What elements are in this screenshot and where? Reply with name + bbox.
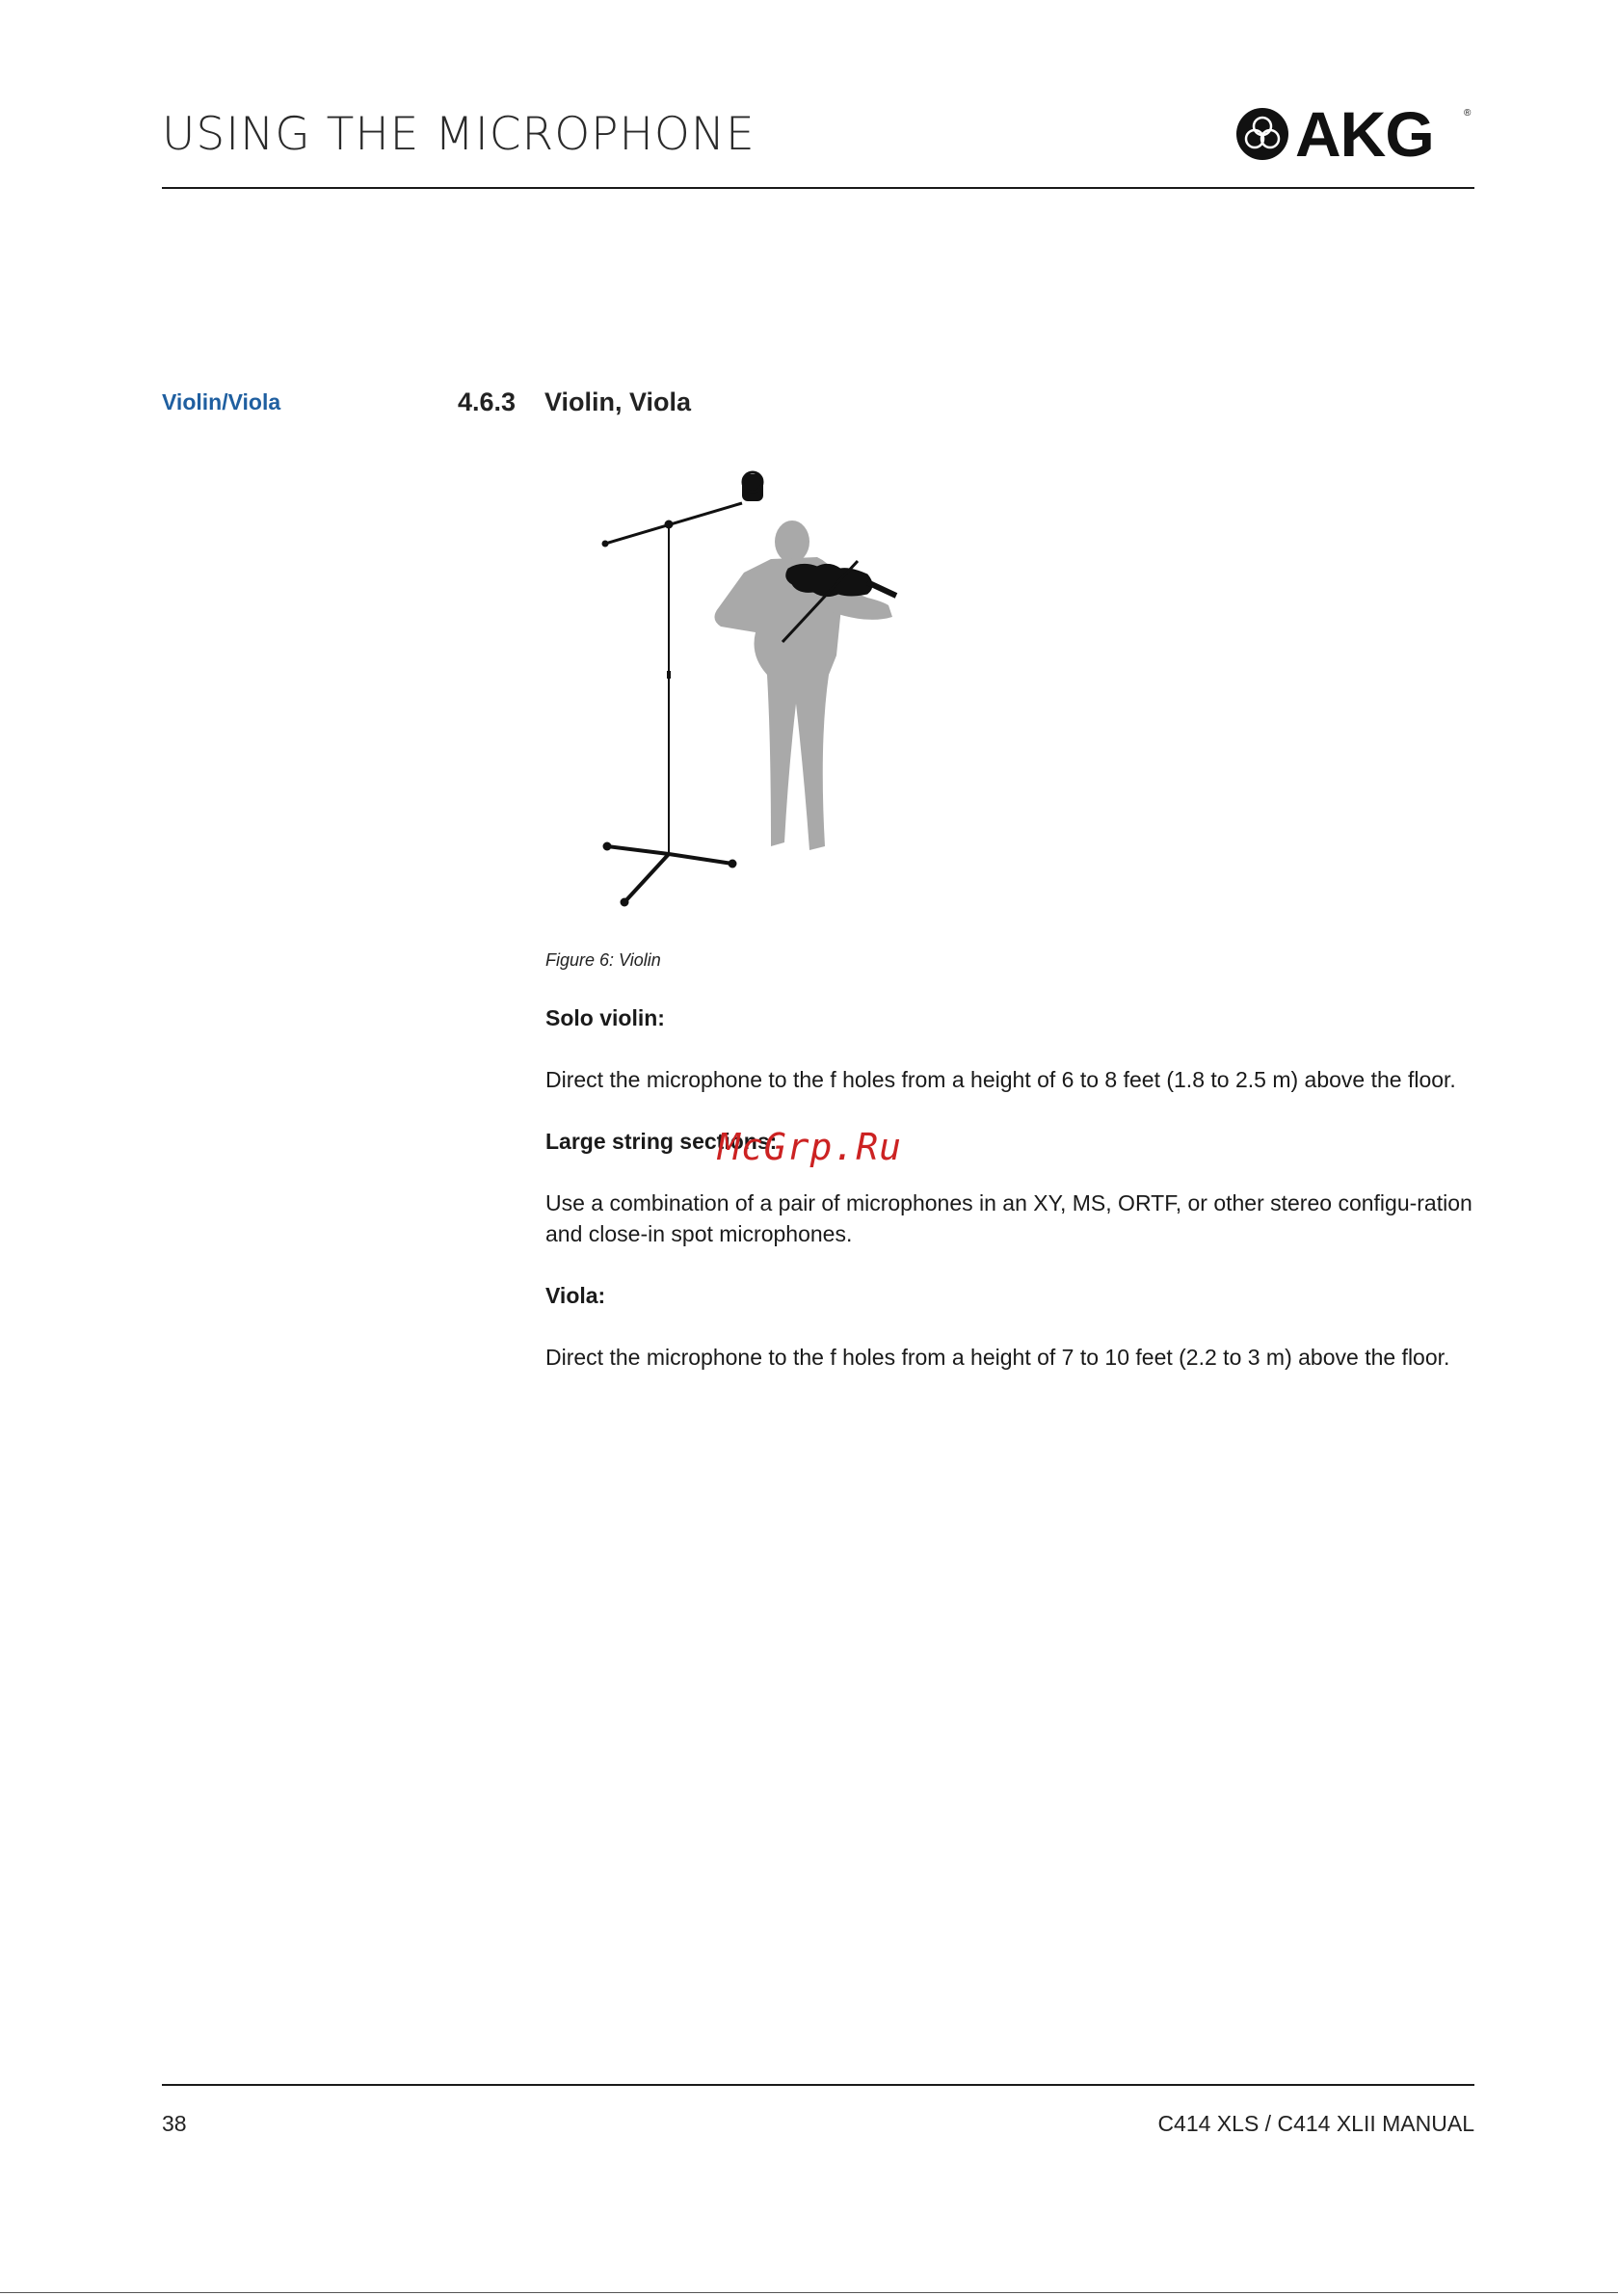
paragraph-solo-violin: Direct the microphone to the f holes from a height of 6 to 8 feet (1.8 to 2.5 m) above the floor. — [545, 1067, 1456, 1092]
akg-clover-icon — [1235, 107, 1289, 161]
logo-text: AKG — [1295, 98, 1434, 170]
header-divider — [162, 187, 1474, 189]
sidebar-label: Violin/Viola — [162, 389, 281, 414]
paragraph-viola: Direct the microphone to the f holes from a height of 7 to 10 feet (2.2 to 3 m) above the floor. — [545, 1345, 1450, 1370]
paragraph-heading-large-string-sections: Large string sections: — [545, 1129, 778, 1154]
violinist-with-mic-stand-illustration — [578, 453, 944, 916]
section-number: 4.6.3 — [458, 387, 517, 416]
manual-title: C414 XLS / C414 XLII MANUAL — [1157, 2111, 1474, 2136]
page-header-title: USING THE MICROPHONE — [162, 108, 756, 161]
page-number: 38 — [162, 2111, 187, 2136]
watermark: McGrp.Ru — [718, 1126, 903, 1168]
akg-logo — [1235, 98, 1474, 170]
body-content — [545, 1002, 1474, 1403]
scan-edge-line — [0, 2292, 1618, 2293]
paragraph-heading-solo-violin: Solo violin: — [545, 1005, 665, 1030]
paragraph-large-string-sections: Use a combination of a pair of microphones in an XY, MS, ORTF, or other stereo configu-ration and close-in spot microphones. — [545, 1190, 1472, 1246]
mic-stand-icon — [602, 503, 742, 906]
microphone-icon — [742, 472, 763, 501]
section-title: Violin, Viola — [544, 387, 692, 416]
figure-caption: Figure 6: Violin — [545, 950, 661, 970]
paragraph-heading-viola: Viola: — [545, 1283, 606, 1308]
registered-mark: ® — [1464, 108, 1472, 119]
footer-divider — [162, 2084, 1474, 2086]
